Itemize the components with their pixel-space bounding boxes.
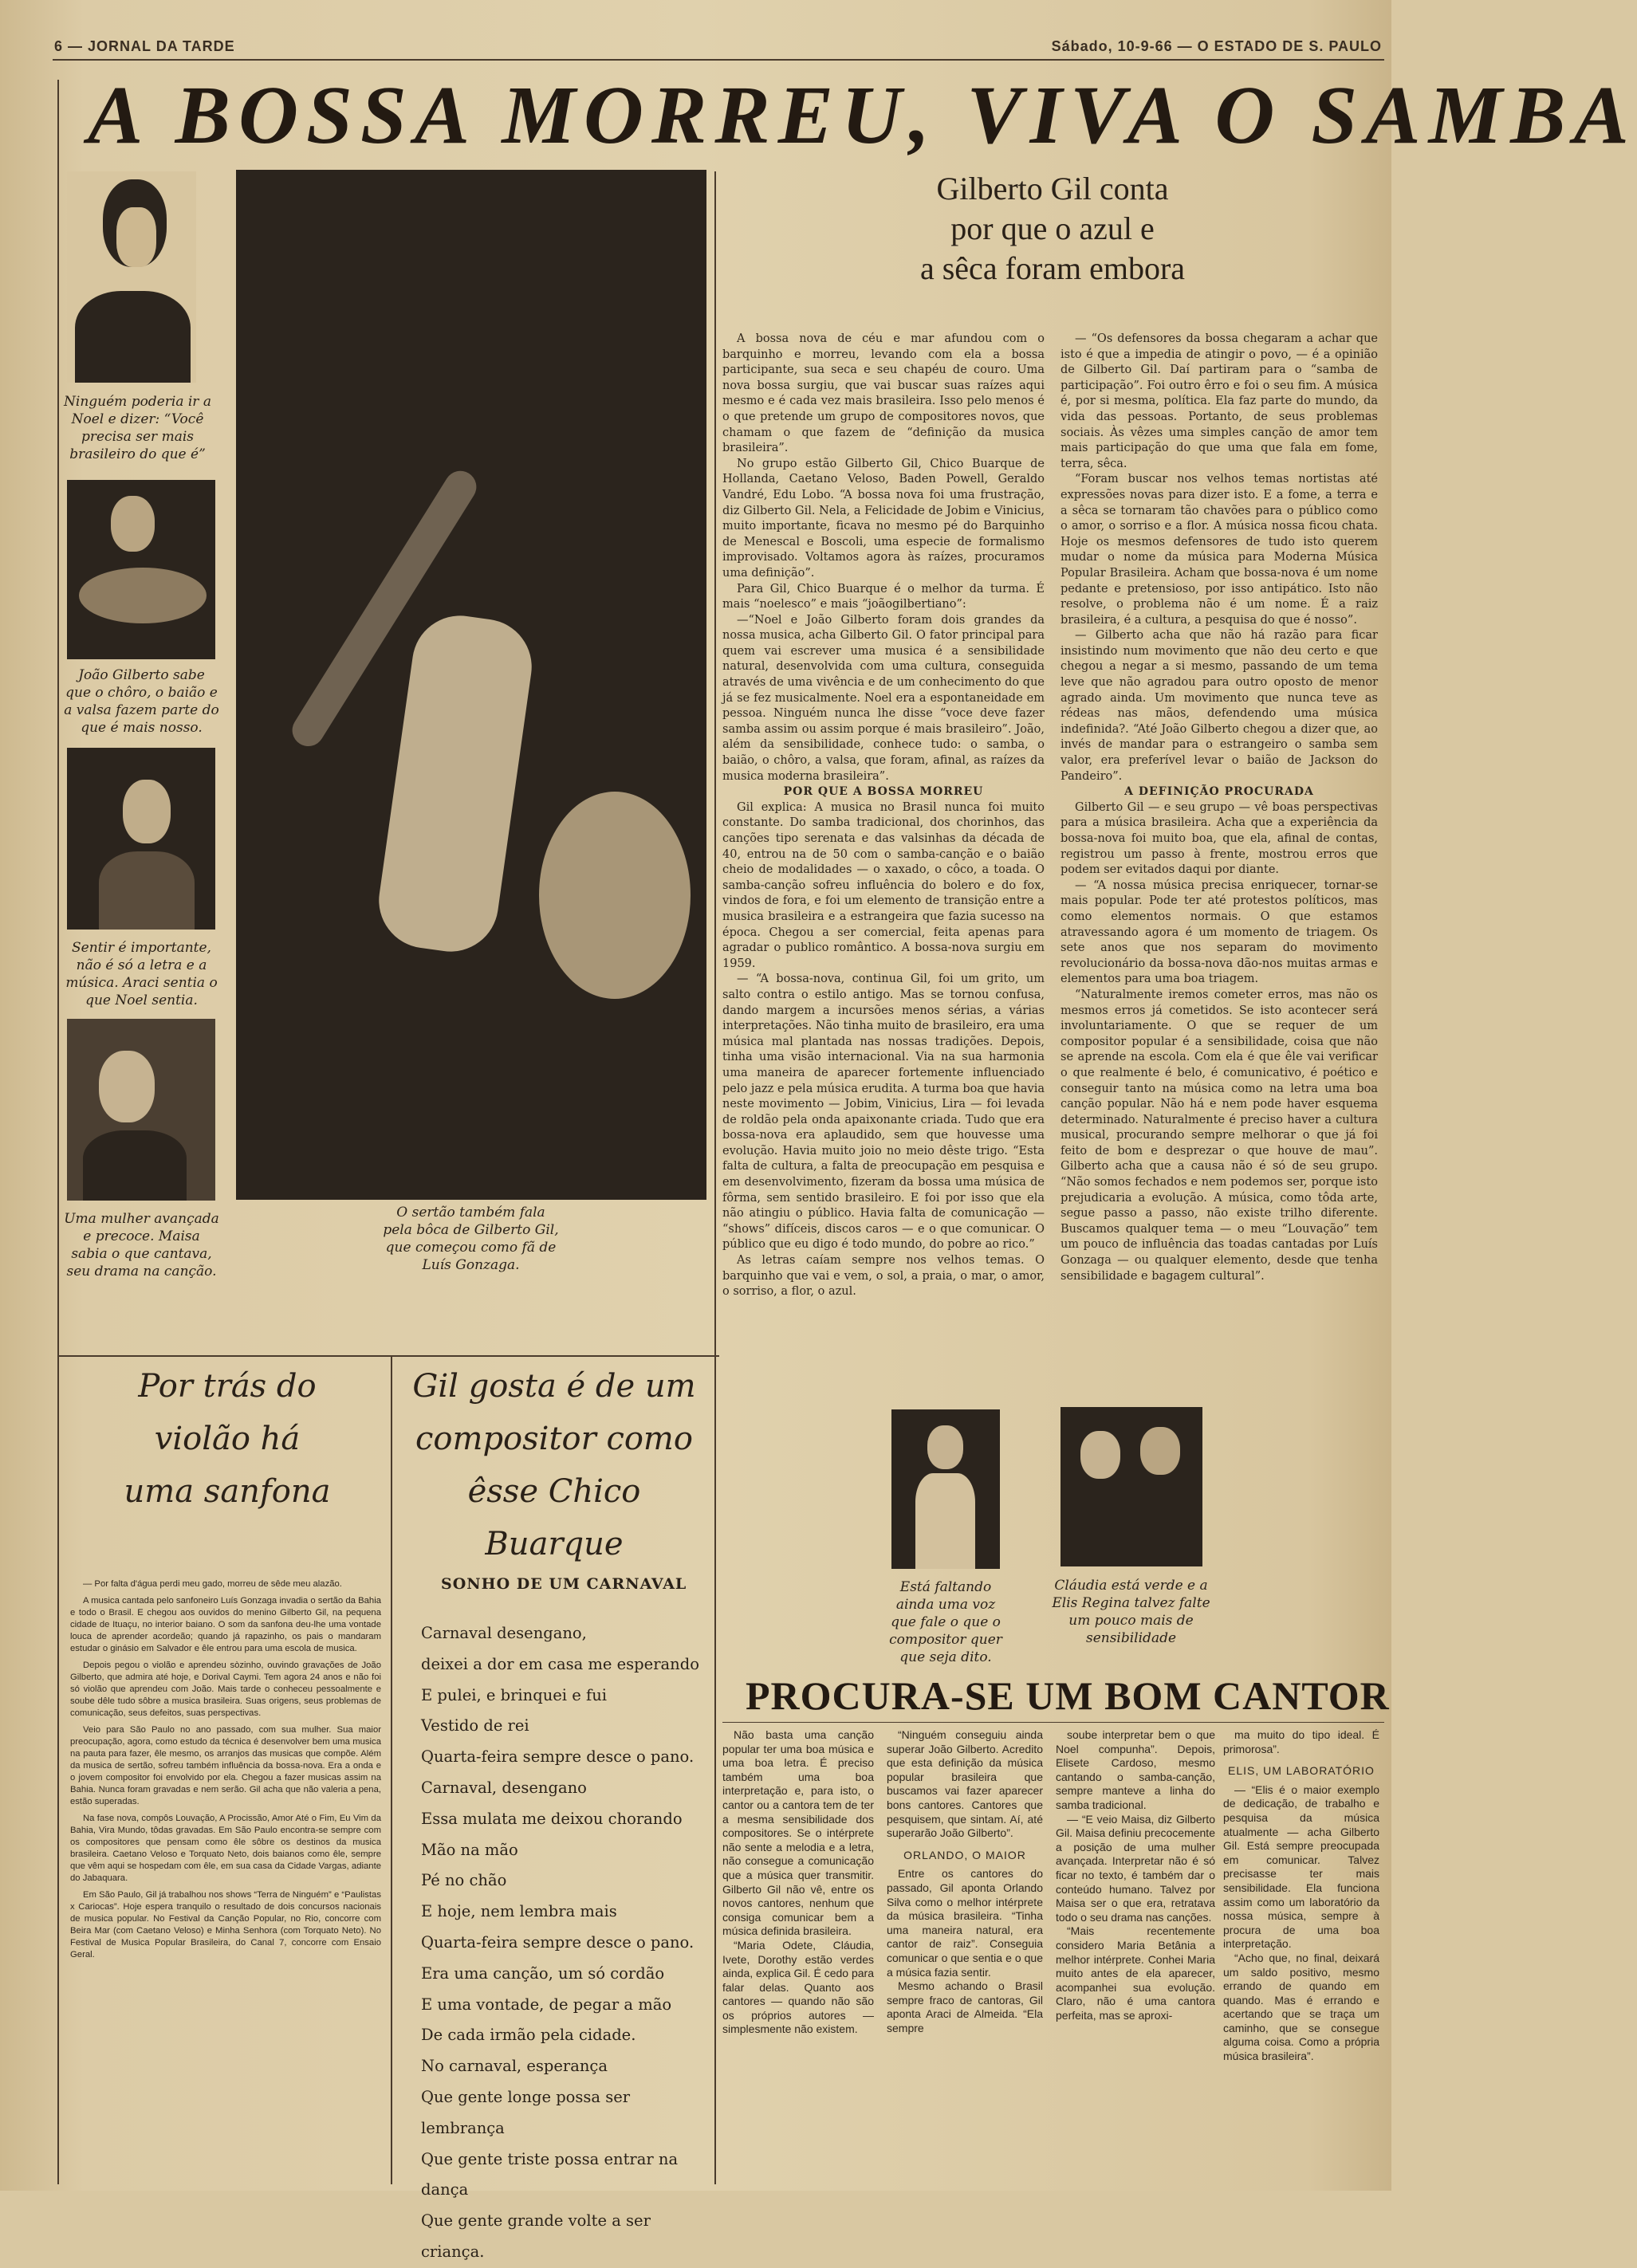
caption-singer-1: Está faltando ainda uma voz que fale o que o compositor quer que seja dito. [889, 1579, 1002, 1665]
box-right-rule [714, 1355, 716, 2184]
article-subhead [861, 169, 1244, 289]
procura-paragraph: “Maria Odete, Cláudia, Ivete, Dorothy estão verdes ainda, explica Gil. É cedo para falar delas. Quanto aos cantores — quando não são os próprios autores — simplesmente não existem. [722, 1938, 874, 2036]
procura-paragraph: Mesmo achando o Brasil sempre fraco de cantoras, Gil aponta Araci de Almeida. “Ela sempre [887, 1979, 1043, 2034]
lyric-line: Carnaval, desengano [421, 1778, 587, 1797]
lyric-line: Mão na mão [421, 1840, 518, 1859]
box1-title-line: uma sanfona [124, 1473, 331, 1510]
lyric-line: Era uma canção, um só cordão [421, 1963, 665, 1983]
caption-maisa: Uma mulher avançada e precoce. Maisa sabia o que cantava, seu drama na canção. [64, 1211, 219, 1279]
box1-title [80, 1360, 375, 1518]
main-photo-gilberto-gil [236, 170, 706, 1200]
procura-column-1 [722, 1728, 874, 2037]
caption-singer-2: Cláudia está verde e a Elis Regina talvez falte um pouco mais de sensibilidade [1052, 1578, 1210, 1646]
lyric-line: deixei a dor em casa me esperando [421, 1654, 699, 1673]
portrait-joao-gilberto [67, 480, 215, 659]
song-title: SONHO DE UM CARNAVAL [441, 1575, 687, 1593]
box-divider-rule [391, 1355, 392, 2184]
box1-title-line: violão há [154, 1421, 301, 1457]
procura-headline: PROCURA-SE UM BOM CANTOR [746, 1673, 1390, 1718]
procura-paragraph: “Ninguém conseguiu ainda superar João Gilberto. Acredito que esta definição da música popular brasileira que buscamos vai fazer aparecer bons cantores. Cantores que pesquisem, que sintam. Aí, até superarão João Gilberto”. [887, 1728, 1043, 1840]
article-column-2 [1061, 332, 1378, 1284]
photo-singer-1 [891, 1409, 1000, 1569]
procura-subheading-elis: ELIS, UM LABORATÓRIO [1228, 1764, 1375, 1778]
subhead-line-1: Gilberto Gil conta [936, 171, 1169, 206]
lyric-line: Pé no chão [421, 1871, 507, 1890]
column-rule [714, 171, 716, 1383]
header-rule [53, 59, 1384, 61]
box-top-rule [57, 1355, 719, 1357]
box2-title [399, 1360, 710, 1570]
article-paragraph: “Foram buscar nos velhos temas nortistas até expressões novas para dizer isto. E a fome, a terra e a sêca se tornaram tão chavões para o público como o amor, o sorriso e a flor. A música nossa ficou chata. Hoje os mesmos defensores de tudo isto querem mudar o nome da música para Moderna Música Popular Brasileira. Acham que bossa-nova é um nome pedante e pretensioso, por isso antipático. Isto não resolve, o problema não é um nome. É a raiz brasileira, é a cultura, a pesquisa do que é nosso”. [1061, 473, 1378, 627]
procura-paragraph: ma muito do tipo ideal. É primorosa”. [1223, 1728, 1379, 1755]
article-paragraph: — “A nossa música precisa enriquecer, tornar-se mais popular. Pode ter até protestos políticos, mas como elementos normais. O que estamos atravessando agora é um momento de triagem. Os sete anos que nos separam do movimento revolucionário da bossa-nova dão-nos muitas armas e elementos para uma boa triagem. [1061, 879, 1378, 986]
box2-title-line: compositor como [415, 1421, 693, 1457]
lyric-line: Quarta-feira sempre desce o pano. [421, 1932, 695, 1952]
procura-paragraph: “Mais recentemente considero Maria Betânia a melhor intérprete. Conhei Maria muito antes de ela aparecer, acompanhei sua evolução. Claro, não é uma cantora perfeita, mas se aproxi- [1056, 1924, 1215, 2022]
caption-joao-gilberto: João Gilberto sabe que o chôro, o baião e a valsa fazem parte do que é mais nosso. [64, 667, 219, 736]
procura-paragraph: soube interpretar bem o que Noel compunha”. Depois, Elisete Cardoso, mesmo cantando o samba-canção, sempre manteve a linha do samba tradicional. [1056, 1728, 1215, 1811]
procura-column-3 [1056, 1728, 1215, 2022]
lyric-line: De cada irmão pela cidade. [421, 2026, 636, 2045]
procura-subheading-orlando: ORLANDO, O MAIOR [903, 1848, 1026, 1861]
lyric-line: Carnaval desengano, [421, 1624, 587, 1642]
lyric-line: Que gente longe possa ser lembrança [421, 2087, 631, 2137]
photo-singer-2 [1061, 1407, 1202, 1566]
box1-paragraph: Veio para São Paulo no ano passado, com sua mulher. Sua maior preocupação, agora, como estudo da técnica é desenvolver bem uma musica na pauta para fazer, êle mesmo, os arranjos das musicas que compõe. Além da musica de sertão, sofreu também influência da bossa-nova. Era a onda e o jovem compositor foi envolvido por ela. Chegou a fazer musicas assim na Bahia. Nunca foram gravadas e nem serão. Gil acha que não valeria a pena, estão superadas. [70, 1725, 381, 1806]
headline: A BOSSA MORREU, VIVA O SAMBA [88, 69, 1637, 161]
lyric-line: Vestido de rei [421, 1716, 529, 1735]
procura-paragraph: Entre os cantores do passado, Gil aponta Orlando Silva como o melhor intérprete da música brasileira. “Tinha uma maneira natural, era cantor de raiz”. Conseguia comunicar o que sentia e o que a música fazia sentir. [887, 1867, 1043, 1979]
caption-araci: Sentir é importante, não é só a letra e a música. Araci sentia o que Noel sentia. [65, 940, 218, 1008]
article-paragraph: —“Noel e João Gilberto foram dois grandes da nossa musica, acha Gilberto Gil. O fator principal para quem vai escrever uma musica é a sensibilidade natural, desenvolvida com uma cultura, conseguida através de uma vivência e de um conhecimento do que já se fez musicalmente. Noel era a espontaneidade em pessoa. Ninguém nunca lhe disse “voce deve fazer samba assim ou assim porque é mais brasileiro”. João, além da sensibilidade, conhece tudo: o samba, o baião, o chôro, a valsa, que foram, afinal, as raízes da musica moderna brasileira”. [722, 613, 1045, 783]
procura-paragraph: Não basta uma canção popular ter uma boa música e uma boa letra. É preciso também uma boa interpretação e, para isto, o cantor ou a cantora tem de ter a mesma sensibilidade dos compositores. Se o intérprete não sente a melodia e a letra, não consegue a comunicação que a música quer transmitir. Gilberto Gil não vê, entre os novos cantores, nenhum que consiga comunicar bem a música definida brasileira. [722, 1728, 874, 1938]
box1-paragraph: Na fase nova, compôs Louvação, A Procissão, Amor Até o Fim, Eu Vim da Bahia, Vira Mundo, tôdas gravadas. Em São Paulo encontra-se sempre com os compositores que pensam como êle sôbre os destinos da musica brasileira. Caetano Veloso e Torquato Neto, dois baianos como êle, sempre que vêm aqui se hospedam com êle, em sua casa da Cidade Vargas, adiante do Jabaquara. [70, 1814, 381, 1883]
running-header-right: Sábado, 10-9-66 — O ESTADO DE S. PAULO [1051, 38, 1382, 54]
lyric-line: No carnaval, esperança [421, 2057, 608, 2076]
procura-paragraph: — “Elis é o maior exemplo de dedicação, de trabalho e pesquisa da música atualmente — acha Gilberto Gil. Está sempre preocupada em comunicar. Talvez precisasse ter mais sensibilidade. Ela funciona assim como um laboratório da nossa música, sempre à procura de uma boa interpretação. [1223, 1783, 1379, 1951]
left-border-rule [57, 80, 59, 2184]
caption-noel: Ninguém poderia ir a Noel e dizer: “Você precisa ser mais brasileiro do que é” [64, 394, 211, 462]
subhead-line-2: por que o azul e [950, 210, 1155, 246]
box1-paragraph: — Por falta d'água perdi meu gado, morreu de sêde meu alazão. [83, 1579, 342, 1589]
section-heading-definicao: A DEFINIÇÃO PROCURADA [1124, 785, 1314, 799]
lyric-line: Que gente triste possa entrar na dança [421, 2149, 679, 2199]
article-paragraph: Gilberto Gil — e seu grupo — vê boas perspectivas para a música brasileira. Acha que a experiência da bossa-nova foi muito boa, que ela, afinal de contas, registrou um passo à frente, mostrou erros que podem ser evitados daqui por diante. [1061, 800, 1378, 877]
box1-title-line: Por trás do [138, 1368, 317, 1405]
procura-paragraph: “Acho que, no final, deixará um saldo positivo, mesmo errando de quando em quando. Mas é errando e acertando que se traça um caminho, que se consegue alguma coisa. Como a própria música brasileira”. [1223, 1951, 1379, 2063]
article-paragraph: “Naturalmente iremos cometer erros, mas não os mesmos erros já cometidos. Se isto acontecer será involuntariamente. O que se requer de um compositor popular é a sensibilidade, coisa que não se aprende na escola. Com ela é que êle vai verificar o que realmente é belo, é comunicativo, é poético e conseguir tanto na música como na letra uma boa canção popular. Não há e nem pode haver esquema determinado. Naturalmente é preciso haver a cultura musical, procurando sempre melhorar o que já foi feito de bom e desprezar o que houve de mau”. Gilberto acha que a causa não é só de seu grupo. “Não somos fechados e nem podemos ser, porque isto prejudicaria a evolução. A música, como tôda arte, segue passo a passo, não existe trilho diferente. Buscamos qualquer tema — o meu “Louvação” tem um pouco de influência das toadas cantadas por Luís Gonzaga — ou qualquer elemento, desde que tenha sensibilidade e bagagem cultural”. [1061, 988, 1378, 1283]
article-column-1 [722, 332, 1045, 1300]
box1-paragraph: A musica cantada pelo sanfoneiro Luís Gonzaga invadia o sertão da Bahia e todo o Brasil. E chegou aos ouvidos do menino Gilberto Gil, na pequena cidade de Ituaçu, no interior baiano. O som da sanfona deu-lhe uma vontade louca de aprender acordeão; quando já rapazinho, os pais o mandaram estudar o ginásio em Salvador e êle entrou para uma escola de musica. [70, 1596, 381, 1653]
box1-text [70, 1578, 381, 1966]
procura-column-4 [1223, 1728, 1379, 2064]
article-paragraph: As letras caíam sempre nos velhos temas. O barquinho que vai e vem, o sol, a praia, o mar, o amor, o sorriso, a flor, o azul. [722, 1254, 1045, 1299]
section-heading-bossa: POR QUE A BOSSA MORREU [783, 785, 984, 799]
box2-title-line: Gil gosta é de um [412, 1368, 696, 1405]
portrait-noel [67, 171, 196, 383]
lyric-line: Que gente grande volte a ser criança. [421, 2211, 651, 2261]
portrait-maisa [67, 1019, 215, 1201]
lyric-line: Essa mulata me deixou chorando [421, 1809, 683, 1828]
article-paragraph: Para Gil, Chico Buarque é o melhor da turma. É mais “noelesco” e mais “joãogilbertiano”: [722, 582, 1045, 611]
procura-column-2 [887, 1728, 1043, 2035]
article-paragraph: A bossa nova de céu e mar afundou com o barquinho e morreu, levando com ela a bossa participante, sua seca e seu chapéu de couro. Uma nova bossa surgiu, que vai buscar suas raízes aqui mesmo e é cada vez mais brasileira. Isso pelo menos é o que pretende um grupo de compositores novos, que chamam o que fazem de “definição da musica brasileira”. [722, 332, 1045, 455]
box2-title-line: êsse Chico Buarque [467, 1473, 641, 1562]
article-paragraph: No grupo estão Gilberto Gil, Chico Buarque de Hollanda, Caetano Veloso, Baden Powell, Geraldo Vandré, Edu Lobo. “A bossa nova foi uma frustração, diz Gilberto Gil. Nela, a Felicidade de Jobim e Vinicius, muito importante, ficava no mesmo pé do Barquinho de Menescal e Boscoli, uma especie de formalismo improvisado. Voltamos agora às raízes, procuramos uma definição”. [722, 457, 1045, 580]
lyric-line: E hoje, nem lembra mais [421, 1902, 617, 1921]
portrait-araci [67, 748, 215, 930]
box1-paragraph: Em São Paulo, Gil já trabalhou nos shows “Terra de Ninguém” e “Paulistas x Cariocas”. Hoje espera tranquilo o resultado de dois concursos nacionais de musica popular. No Festival da Canção Popular, no Rio, concorre com Beira Mar (com Caetano Veloso) e Minha Senhora (com Torquato Neto). No Festival de Musica Popular Brasileira, do Canal 7, concorre com Ensaio Geral. [70, 1890, 381, 1959]
lyric-line: E pulei, e brinquei e fui [421, 1685, 607, 1704]
article-paragraph: — “A bossa-nova, continua Gil, foi um grito, um salto contra o estilo antigo. Mas se tornou confusa, dando margem a incursões menos sérias, a várias interpretações. Não tinha muito de brasileiro, era uma música mal plantada nas nossas tradições. Depois, tinha uma visão internacional. Via na sua harmonia uma maneira de aparecer fortemente influenciado pelo jazz e pela música erudita. A turma boa que havia neste movimento — Jobim, Vinicius, Lira — foi levada de roldão pela onda apaixonante criada. Tudo que era bossa-nova era aplaudido, sem que houvesse uma evolução. Havia muito joio no meio dêste trigo. “Esta falta de cultura, a falta de preocupação em pesquisa e em desenvolvimento, fizeram da bossa uma música de fôrma, sem sentido brasileiro. E foi por isso que ela não atingiu o público. Havia falta de comunicação — “shows” difíceis, discos caros — e o que comunicar. O público que eu digo é todo mundo, do pobre ao rico.” [722, 973, 1045, 1252]
article-paragraph: — Gilberto acha que não há razão para ficar insistindo num movimento que não deu certo e que chegou a negar a si mesmo, passando de um tema leve que não agradou para outro oposto de menor agrado ainda. Um movimento que nunca teve as rédeas nas mãos, defendendo uma música indefinida?. “Até João Gilberto chegou a dizer que, ao invés de mandar para o estrangeiro o samba sem valor, era preferível levar o baião de Jackson do Pandeiro”. [1061, 629, 1378, 783]
caption-main-photo: O sertão também fala pela bôca de Gilberto Gil, que começou como fã de Luís Gonzaga. [383, 1205, 559, 1273]
article-paragraph: — “Os defensores da bossa chegaram a achar que isto é que a impedia de atingir o povo, — é a opinião de Gilberto Gil. Daí partiram para o “samba de participação”. Foi outro êrro e foi o seu fim. A música é, por si mesma, política. Ela faz parte do mundo, da vida das pessoas. Portanto, de seus problemas sociais. Às vêzes uma simples canção de amor tem mais participação do que uma que fala em fome, terra, sêca. [1061, 332, 1378, 470]
article-paragraph: Gil explica: A musica no Brasil nunca foi muito constante. Do samba tradicional, dos chorinhos, das canções tipo serenata e das valsinhas da década de 40, entrou na de 50 com o samba-canção e o baião cheio de modalidades — o xaxado, o côco, a toada. O samba-canção sofreu influência do bolero e do fox, vindos de fora, e foi um elemento de transição entre a musica brasileira e a estrangeira que fazia sucesso na época. Chegou a ser comercial, feita apenas para agradar o publico romântico. A bossa-nova surgiu em 1959. [722, 800, 1045, 970]
song-lyrics [421, 1618, 708, 2268]
lyric-line: Quarta-feira sempre desce o pano. [421, 1747, 695, 1767]
running-header-left: 6 — JORNAL DA TARDE [54, 38, 235, 54]
box1-paragraph: Depois pegou o violão e aprendeu sòzinho, ouvindo gravações de João Gilberto, que admira até hoje, e Dorival Caymi. Tem agora 24 anos e não foi só violão que aprendeu com João. Mais tarde o conheceu pessoalmente e soube dêle tudo sôbre a musica brasileira. Suas origens, seus problemas de comunicação, seus defeitos, suas perspectivas. [70, 1661, 381, 1718]
lyric-line: E uma vontade, de pegar a mão [421, 1995, 672, 2014]
procura-paragraph: — “E veio Maisa, diz Gilberto Gil. Maisa definiu precocemente a posição de uma mulher avançada. Interpretar não é só ficar no texto, é também dar o conteúdo humano. Talvez por Maisa ser o que era, retratava todo o seu drama nas canções. [1056, 1812, 1215, 1924]
procura-rule [722, 1722, 1384, 1723]
subhead-line-3: a sêca foram embora [919, 250, 1186, 286]
